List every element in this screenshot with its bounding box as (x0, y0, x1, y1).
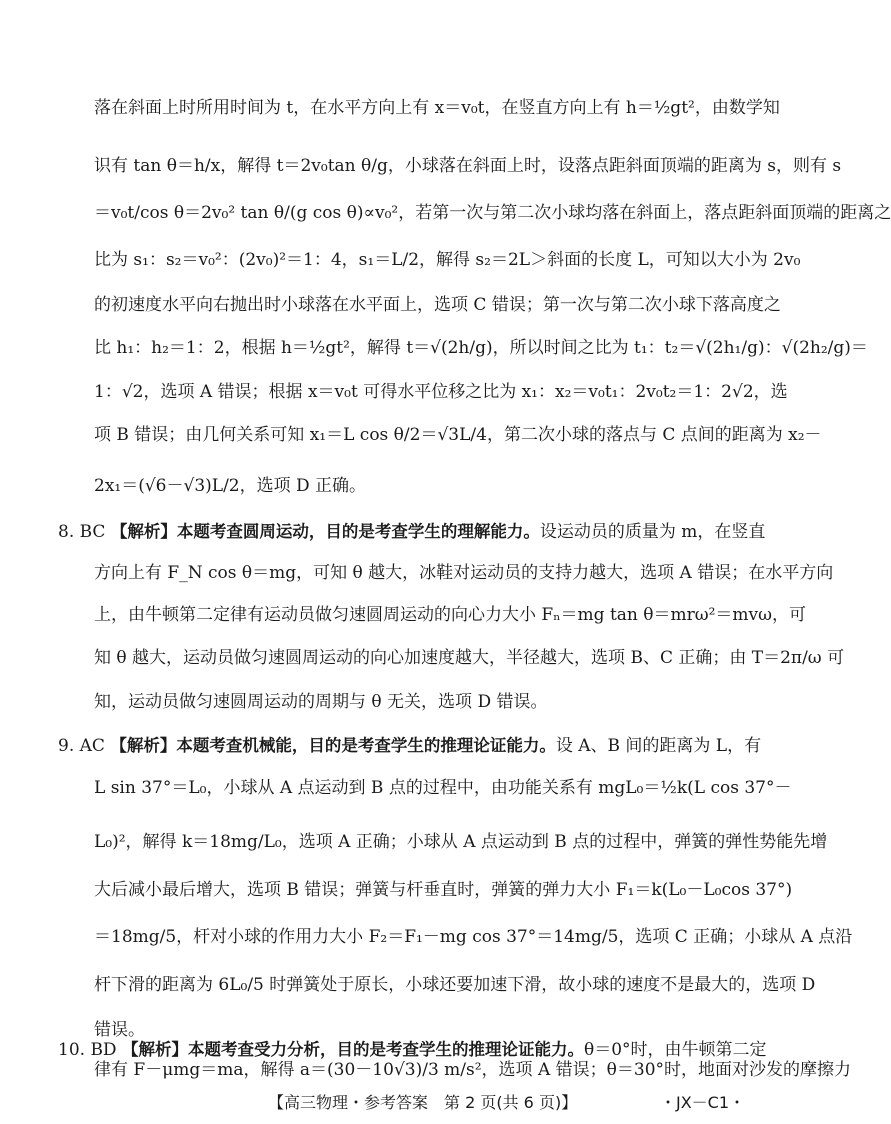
question-number: 8. BC (58, 522, 106, 542)
text-line: 落在斜面上时所用时间为 t，在水平方向上有 x＝v₀t，在竖直方向上有 h＝½gt²，由数学知 (94, 98, 780, 118)
text-line: 2x₁＝(√6－√3)L/2，选项 D 正确。 (94, 476, 367, 496)
text-line: ＝18mg/5，杆对小球的作用力大小 F₂＝F₁－mg cos 37°＝14mg/5，选项 C 正确；小球从 A 点沿 (94, 927, 853, 947)
analysis-tag: 【解析】本题考查受力分析，目的是考查学生的推理论证能力。 (121, 1040, 584, 1059)
text-line: 知，运动员做匀速圆周运动的周期与 θ 无关，选项 D 错误。 (94, 692, 548, 712)
text-line: 设 A、B 间的距离为 L，有 (555, 736, 762, 756)
question-9-header (58, 734, 762, 758)
footer-code: ・JX－C1・ (660, 1093, 746, 1112)
question-number: 10. BD (58, 1040, 122, 1060)
text-line: ＝v₀t/cos θ＝2v₀² tan θ/(g cos θ)∝v₀²，若第一次与第二次小球均落在斜面上，落点距斜面顶端的距离之 (94, 203, 891, 223)
footer-page-info: 【高三物理・参考答案 第 2 页(共 6 页)】 (268, 1093, 578, 1112)
analysis-tag: 【解析】本题考查圆周运动，目的是考查学生的理解能力。 (110, 522, 540, 541)
text-line: 大后减小最后增大，选项 B 错误；弹簧与杆垂直时，弹簧的弹力大小 F₁＝k(L₀－L₀cos 37°) (94, 880, 793, 900)
text-line: 知 θ 越大，运动员做匀速圆周运动的向心加速度越大，半径越大，选项 B、C 正确；由 T＝2π/ω 可 (94, 648, 845, 668)
text-line: 项 B 错误；由几何关系可知 x₁＝L cos θ/2＝√3L/4，第二次小球的落点与 C 点间的距离为 x₂－ (94, 425, 822, 445)
text-line: 识有 tan θ＝h/x，解得 t＝2v₀tan θ/g，小球落在斜面上时，设落点距斜面顶端的距离为 s，则有 s (94, 156, 842, 176)
text-line: 1：√2，选项 A 错误；根据 x＝v₀t 可得水平位移之比为 x₁：x₂＝v₀t₁：2v₀t₂＝1：2√2，选 (94, 382, 788, 402)
text-line: 设运动员的质量为 m，在竖直 (539, 522, 766, 542)
question-8-header (58, 520, 766, 544)
question-number: 9. AC (58, 736, 105, 756)
text-line: 律有 F－μmg＝ma，解得 a＝(30－10√3)/3 m/s²，选项 A 错误；θ＝30°时，地面对沙发的摩擦力 (94, 1060, 852, 1080)
text-line: 比 h₁：h₂＝1：2，根据 h＝½gt²，解得 t＝√(2h/g)，所以时间之比为 t₁：t₂＝√(2h₁/g)：√(2h₂/g)＝ (94, 338, 868, 358)
text-line: 杆下滑的距离为 6L₀/5 时弹簧处于原长，小球还要加速下滑，故小球的速度不是最大的，选项 D (94, 975, 816, 995)
text-line: 上，由牛顿第二定律有运动员做匀速圆周运动的向心力大小 Fₙ＝mg tan θ＝mrω²＝mvω，可 (94, 605, 807, 625)
text-line: 错误。 (94, 1020, 145, 1040)
text-line: θ＝0°时，由牛顿第二定 (583, 1040, 767, 1060)
text-line: L sin 37°＝L₀，小球从 A 点运动到 B 点的过程中，由功能关系有 mgL₀＝½k(L cos 37°－ (94, 778, 792, 798)
text-line: 方向上有 F_N cos θ＝mg，可知 θ 越大，冰鞋对运动员的支持力越大，选项 A 错误；在水平方向 (94, 563, 834, 583)
text-line: L₀)²，解得 k＝18mg/L₀，选项 A 正确；小球从 A 点运动到 B 点的过程中，弹簧的弹性势能先增 (94, 832, 828, 852)
text-line: 的初速度水平向右抛出时小球落在水平面上，选项 C 错误；第一次与第二次小球下落高度之 (94, 295, 781, 315)
analysis-tag: 【解析】本题考查机械能，目的是考查学生的推理论证能力。 (110, 736, 556, 755)
text-line: 比为 s₁：s₂＝v₀²：(2v₀)²＝1：4，s₁＝L/2，解得 s₂＝2L＞斜面的长度 L，可知以大小为 2v₀ (94, 250, 801, 270)
